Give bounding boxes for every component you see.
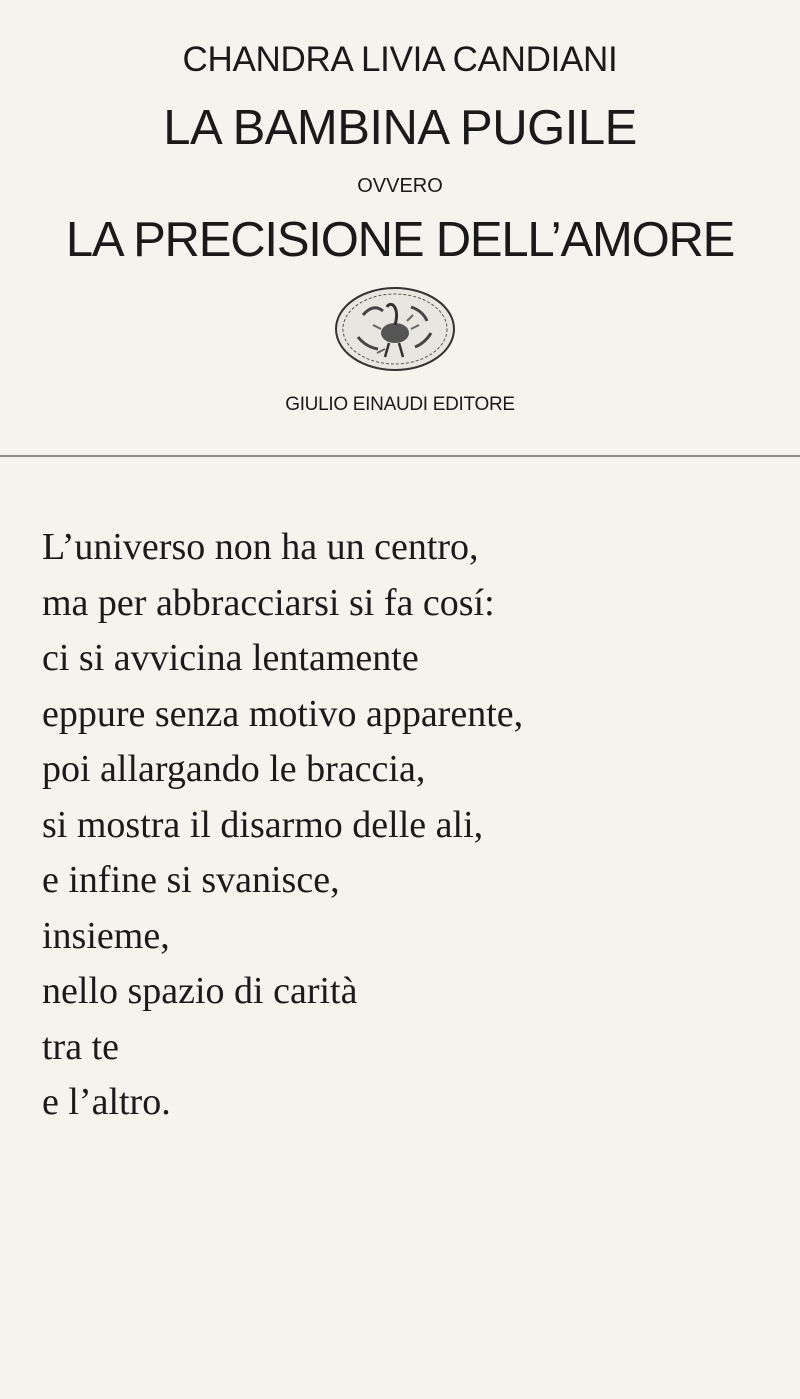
poem-line: e infine si svanisce, — [42, 859, 340, 901]
publisher-name: GIULIO EINAUDI EDITORE — [285, 394, 515, 415]
publisher-logo-icon — [333, 285, 457, 373]
author-name: CHANDRA LIVIA CANDIANI — [182, 40, 618, 79]
poem-line: L’universo non ha un centro, — [42, 526, 479, 568]
poem-line: tra te — [42, 1025, 120, 1068]
book-subtitle: LA PRECISIONE DELL’AMORE — [65, 213, 735, 267]
poem-line: eppure senza motivo apparente, — [42, 692, 524, 735]
poem-line: si mostra il disarmo delle ali, — [42, 803, 484, 846]
poem-line: e l’altro. — [42, 1081, 171, 1123]
book-title: LA BAMBINA PUGILE — [163, 101, 637, 155]
poem-line: insieme, — [42, 914, 170, 957]
title-conjunction: OVVERO — [357, 175, 443, 197]
poem — [42, 520, 523, 1131]
cover-divider — [0, 455, 800, 457]
poem-line: ma per abbracciarsi si fa cosí: — [42, 581, 495, 624]
poem-line: poi allargando le braccia, — [42, 748, 426, 790]
poem-line: nello spazio di carità — [42, 970, 358, 1012]
poem-line: ci si avvicina lentamente — [42, 637, 419, 679]
